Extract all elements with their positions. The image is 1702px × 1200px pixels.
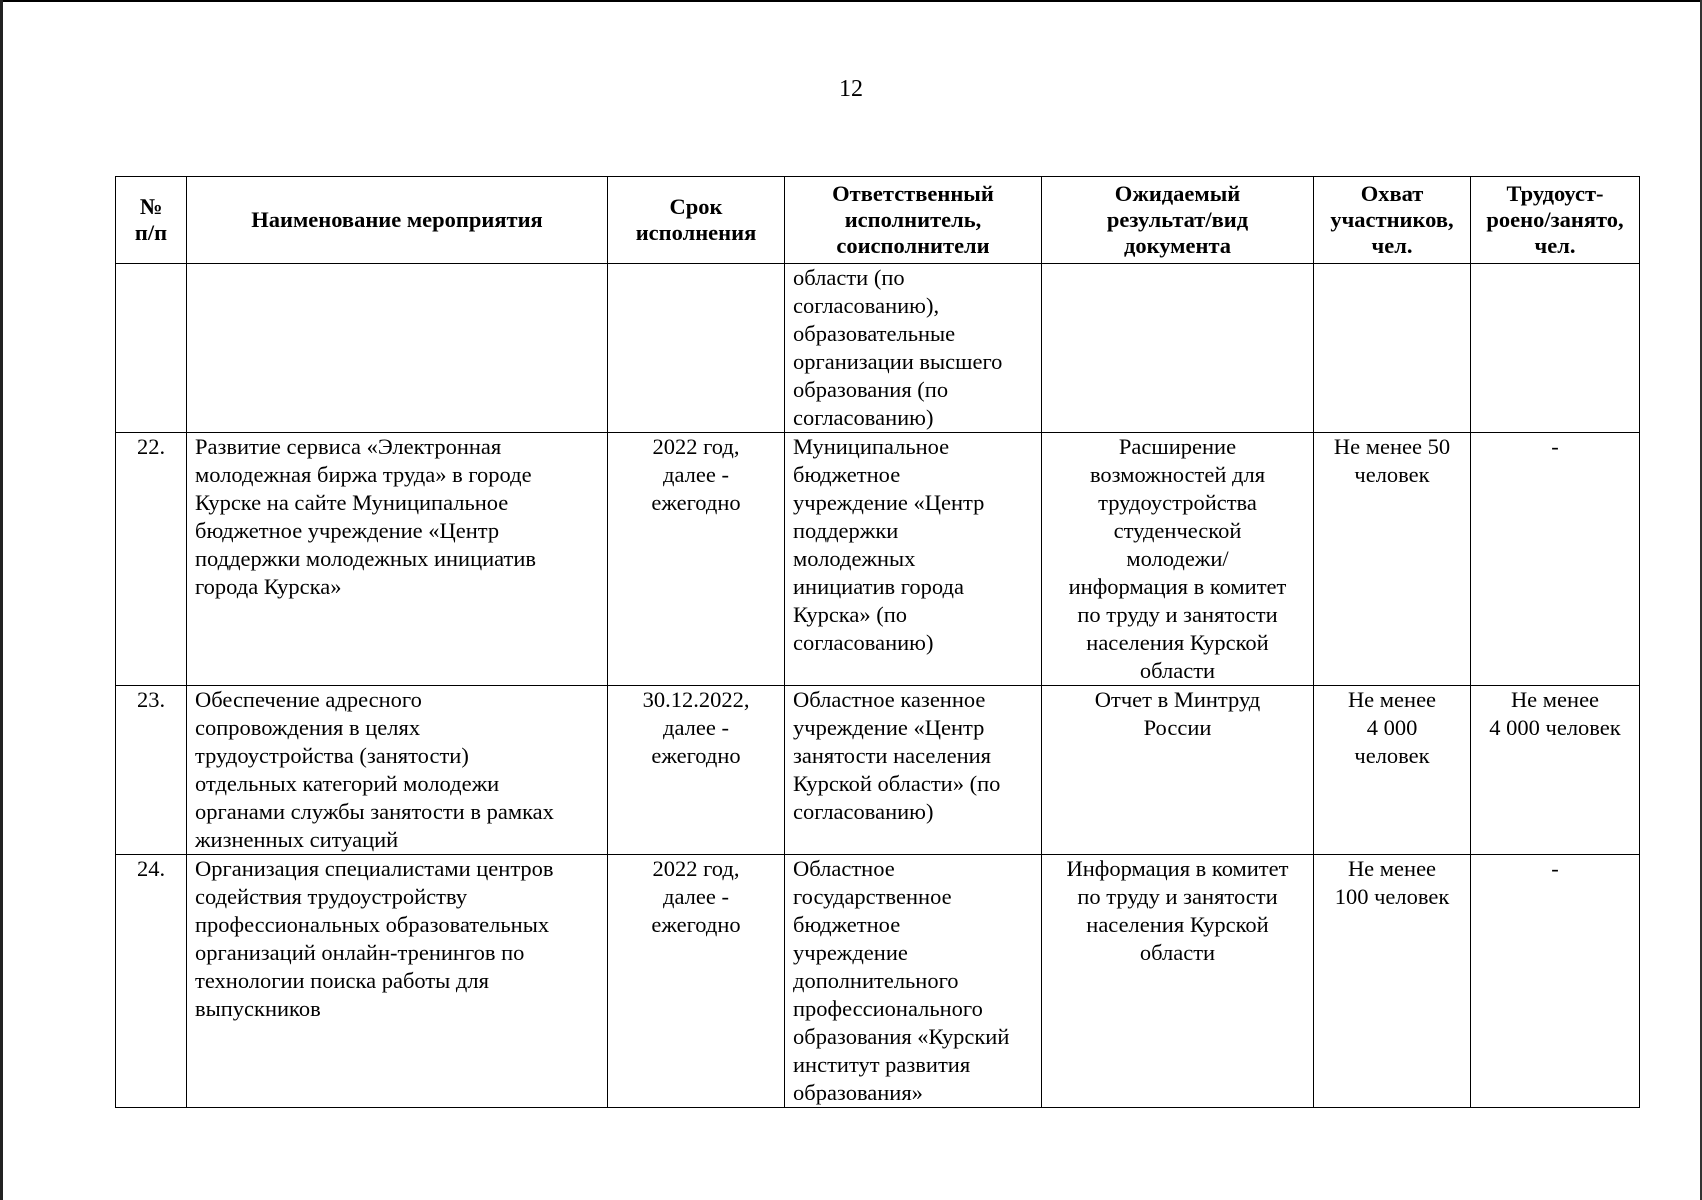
cell-employed: -	[1471, 855, 1640, 1108]
cell-name: Развитие сервиса «Электронная молодежная биржа труда» в городе Курске на сайте Муниципальное бюджетное учреждение «Центр поддержки молодежных инициатив города Курска»	[187, 433, 608, 686]
header-employed: Трудоуст- роено/занято, чел.	[1471, 177, 1640, 264]
header-coverage: Охват участников, чел.	[1314, 177, 1471, 264]
cell-responsible: Областное казенное учреждение «Центр занятости населения Курской области» (по согласованию)	[785, 686, 1042, 855]
cell-responsible: области (по согласованию), образовательные организации высшего образования (по согласованию)	[785, 264, 1042, 433]
cell-name: Обеспечение адресного сопровождения в целях трудоустройства (занятости) отдельных категорий молодежи органами службы занятости в рамках жизненных ситуаций	[187, 686, 608, 855]
cell-responsible: Муниципальное бюджетное учреждение «Центр поддержки молодежных инициатив города Курска» (по согласованию)	[785, 433, 1042, 686]
cell-term	[608, 264, 785, 433]
header-result: Ожидаемый результат/вид документа	[1042, 177, 1314, 264]
scan-border-left	[0, 0, 3, 1200]
table-header-row	[116, 177, 1640, 264]
header-term: Срок исполнения	[608, 177, 785, 264]
cell-result	[1042, 264, 1314, 433]
cell-employed: Не менее 4 000 человек	[1471, 686, 1640, 855]
table-row	[116, 686, 1640, 855]
cell-employed	[1471, 264, 1640, 433]
header-responsible: Ответственный исполнитель, соисполнители	[785, 177, 1042, 264]
cell-responsible: Областное государственное бюджетное учреждение дополнительного профессионального образования «Курский институт развития образования»	[785, 855, 1042, 1108]
cell-coverage: Не менее 100 человек	[1314, 855, 1471, 1108]
action-plan-table	[115, 176, 1640, 1108]
cell-num: 23.	[116, 686, 187, 855]
table-row	[116, 855, 1640, 1108]
header-name: Наименование мероприятия	[187, 177, 608, 264]
table-row	[116, 433, 1640, 686]
cell-term: 2022 год, далее - ежегодно	[608, 433, 785, 686]
scan-border-top	[0, 0, 1702, 2]
cell-term: 2022 год, далее - ежегодно	[608, 855, 785, 1108]
cell-coverage: Не менее 4 000 человек	[1314, 686, 1471, 855]
cell-term: 30.12.2022, далее - ежегодно	[608, 686, 785, 855]
cell-num	[116, 264, 187, 433]
cell-name	[187, 264, 608, 433]
cell-result: Информация в комитет по труду и занятости населения Курской области	[1042, 855, 1314, 1108]
cell-num: 24.	[116, 855, 187, 1108]
cell-result: Отчет в Минтруд России	[1042, 686, 1314, 855]
page-number: 12	[839, 76, 863, 102]
cell-num: 22.	[116, 433, 187, 686]
cell-coverage	[1314, 264, 1471, 433]
table-row	[116, 264, 1640, 433]
cell-coverage: Не менее 50 человек	[1314, 433, 1471, 686]
cell-result: Расширение возможностей для трудоустройства студенческой молодежи/ информация в комитет по труду и занятости населения Курской области	[1042, 433, 1314, 686]
cell-employed: -	[1471, 433, 1640, 686]
header-num: № п/п	[116, 177, 187, 264]
cell-name: Организация специалистами центров содействия трудоустройству профессиональных образовательных организаций онлайн-тренингов по технологии поиска работы для выпускников	[187, 855, 608, 1108]
